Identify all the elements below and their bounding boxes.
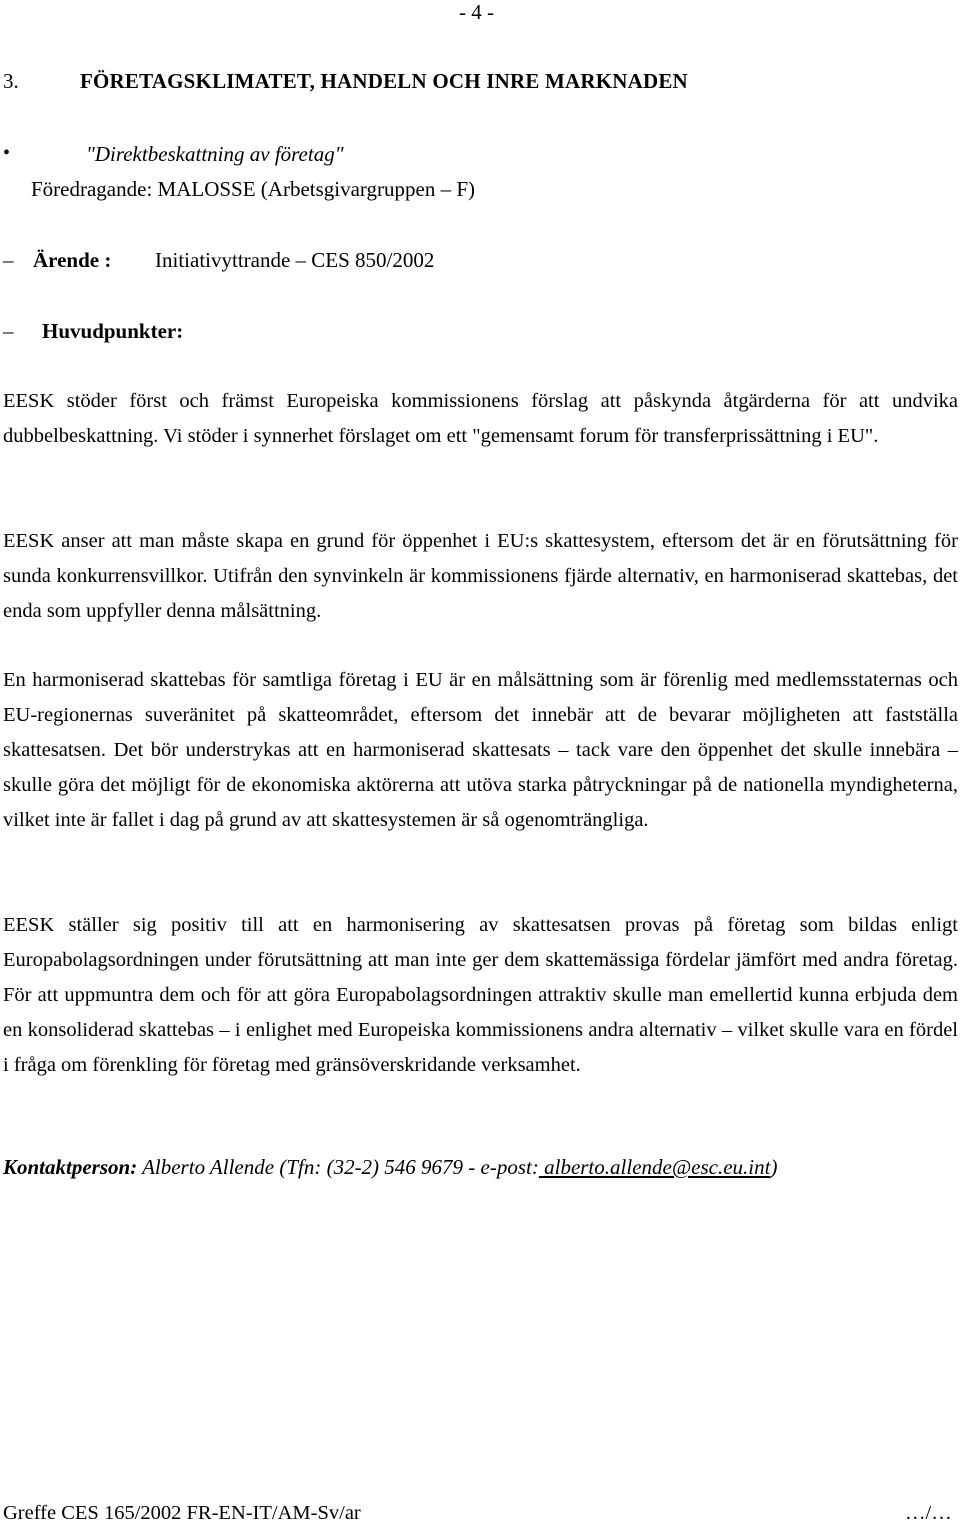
paragraph: EESK stöder först och främst Europeiska kommissionens förslag att påskynda åtgärderna för att undvika dubbelbeskattning. Vi stöder i synnerhet förslaget om ett "gemensamt forum för transferprissättning i EU". xyxy=(3,390,958,447)
section-title: FÖRETAGSKLIMATET, HANDELN OCH INRE MARKNADEN xyxy=(80,69,688,93)
contact-label: Kontaktperson: xyxy=(3,1155,138,1179)
arende-label: Ärende : xyxy=(33,248,112,272)
email-link[interactable]: alberto.allende@esc.eu.int xyxy=(538,1155,771,1179)
contact-line xyxy=(3,1155,777,1180)
main-points-label: Huvudpunkter: xyxy=(42,319,184,343)
paragraph: EESK anser att man måste skapa en grund för öppenhet i EU:s skattesystem, eftersom det är en förutsättning för sunda konkurrensvillkor. Utifrån den synvinkeln är kommissionens fjärde alternativ, en harmoniserad skattebas, det enda som uppfyller denna målsättning. xyxy=(3,530,958,622)
arende-value: Initiativyttrande – CES 850/2002 xyxy=(155,248,435,272)
paragraph: En harmoniserad skattebas för samtliga företag i EU är en målsättning som är förenlig med medlemsstaternas och EU-regionernas suveränitet på skatteområdet, eftersom det innebär att de bevarar möjligheten att fastställa skattesatsen. Det bör understrykas att en harmoniserad skattesats – tack vare den öppenhet det skulle innebära – skulle göra det möjligt för de ekonomiska aktörerna att utöva starka påtryckningar på de nationella myndigheterna, vilket inte är fallet i dag på grund av att skattesystemen är så ogenomträngliga. xyxy=(3,669,958,831)
contact-text: Alberto Allende (Tfn: (32-2) 546 9679 - e-post: xyxy=(137,1155,539,1179)
section-number: 3. xyxy=(3,69,19,93)
rapporteur: Föredragande: MALOSSE (Arbetsgivargruppen – F) xyxy=(31,177,476,201)
dash-marker: – xyxy=(3,319,14,343)
footer-continuation: …/… xyxy=(905,1502,952,1524)
bullet-icon: • xyxy=(3,142,11,164)
footer-reference: Greffe CES 165/2002 FR-EN-IT/AM-Sv/ar xyxy=(3,1502,361,1524)
contact-close: ) xyxy=(770,1155,778,1179)
paragraph: EESK ställer sig positiv till att en harmonisering av skattesatsen provas på företag som bildas enligt Europabolagsordningen under förutsättning att man inte ger dem skattemässiga fördelar jämfört med andra företag. För att uppmuntra dem och för att göra Europabolagsordningen attraktiv skulle man emellertid kunna erbjuda dem en konsoliderad skattebas – i enlighet med Europeiska kommissionens andra alternativ – vilket skulle vara en fördel i fråga om förenkling för företag med gränsöverskridande verksamhet. xyxy=(3,914,958,1076)
page-number: - 4 - xyxy=(459,0,494,24)
dash-marker: – xyxy=(3,248,14,272)
item-title: "Direktbeskattning av företag" xyxy=(86,142,344,166)
